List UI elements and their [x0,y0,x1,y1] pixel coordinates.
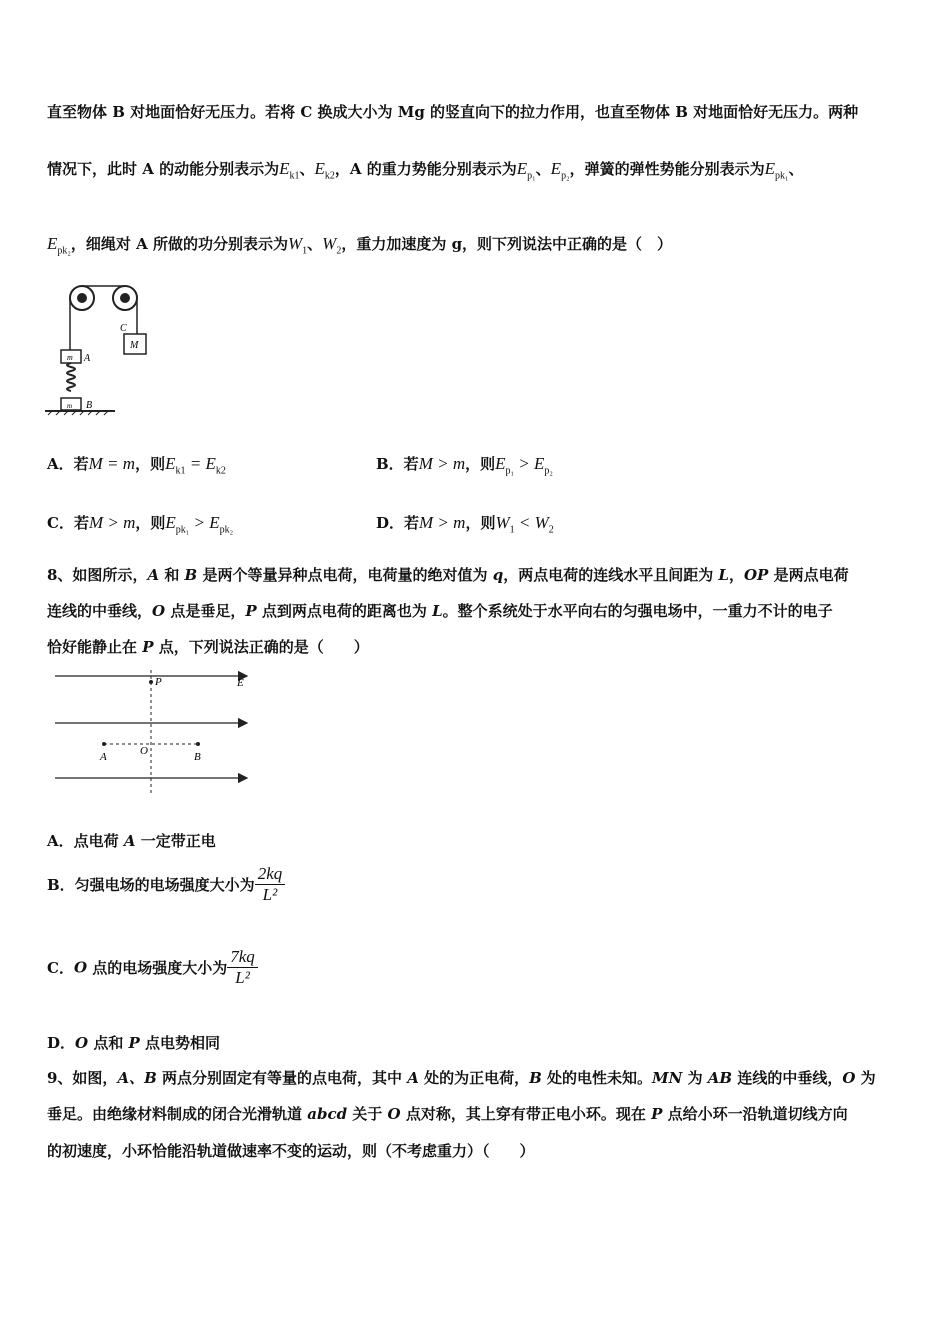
q8-stem-line3: 恰好能静止在 P 点，下列说法正确的是（ ） [47,638,369,656]
label-e: E [237,677,244,689]
q8-stem-line1: 8、如图所示，A 和 B 是两个等量异种点电荷，电荷量的绝对值为 q，两点电荷的连线水平且间距为 L，OP 是两点电荷 [47,566,849,584]
label-o: O [140,745,148,757]
q8-option-d[interactable]: D．O 点和 P 点电势相同 [47,1034,221,1052]
q7-option-b[interactable]: B．若M > m，则$E_{p_1} > E_{p_2}$ [376,454,553,477]
label-m-big: M [130,340,139,351]
q9-stem-line1: 9、如图，A、B 两点分别固定有等量的点电荷，其中 A 处的为正电荷，B 处的电性未知。MN 为 AB 连线的中垂线，O 为 [47,1069,876,1087]
label-m-small: m [67,353,73,362]
q8-b-fraction: $\frac{2kq}{\text{L²}}$ [255,864,286,905]
q7-option-c[interactable]: C．若M > m，则$E_{pk_1} > E_{pk_2}$ [47,513,234,536]
spring [67,363,75,391]
charge-a [102,742,106,746]
q8-option-c[interactable]: C．O 点的电场强度大小为 $\frac{7kq}{\text{L²}}$ [47,947,258,988]
label-a: A [84,353,91,364]
label-a: A [100,751,107,763]
q8-c-fraction: $\frac{7kq}{\text{L²}}$ [227,947,258,988]
q7-option-d[interactable]: D．若M > m，则$W_1 < W_2$ [376,513,554,536]
charge-b [196,742,200,746]
label-m-b: m [67,402,73,410]
left-pulley [70,286,94,310]
q8-option-b[interactable]: B．匀强电场的电场强度大小为 $\frac{2kq}{\text{L²}}$ [47,864,285,905]
q9-stem-line2: 垂足。由绝缘材料制成的闭合光滑轨道 abcd 关于 O 点对称，其上穿有带正电小环。现在 P 点给小环一沿轨道切线方向 [47,1105,848,1123]
point-p [149,680,153,684]
label-b: B [86,400,93,411]
q7-stem-line2: 情况下，此时 A 的动能分别表示为$E_{k1}$、$E_{k2}$，A 的重力势能分别表示为$E_{p_1}$、$E_{p_2}$，弹簧的弹性势能分别表示为$E_{pk_1}$、 [47,159,804,182]
q7-option-a[interactable]: A．若M = m，则$E_{k1} = E_{k2}$ [47,454,226,477]
label-p: P [155,676,162,688]
right-pulley [113,286,137,310]
q7-stem-line3: $E_{pk_2}$，细绳对 A 所做的功分别表示为$W_1$、$W_2$，重力加速度为 g，则下列说法中正确的是（ ） [47,234,673,257]
q8-stem-line2: 连线的中垂线，O 点是垂足，P 点到两点电荷的距离也为 L。整个系统处于水平向右的匀强电场中，一重力不计的电子 [47,602,833,620]
label-b: B [194,751,201,763]
q7-pulley-figure [40,278,160,423]
q8-option-a[interactable]: A．点电荷 A 一定带正电 [47,832,216,850]
q8-field-figure [52,668,257,798]
q7-stem-line1: 直至物体 B 对地面恰好无压力。若将 C 换成大小为 Mg 的竖直向下的拉力作用，也直至物体 B 对地面恰好无压力。两种 [47,103,859,121]
label-c: C [120,323,127,334]
q9-stem-line3: 的初速度，小环恰能沿轨道做速率不变的运动，则（不考虑重力）（ ） [47,1142,535,1160]
